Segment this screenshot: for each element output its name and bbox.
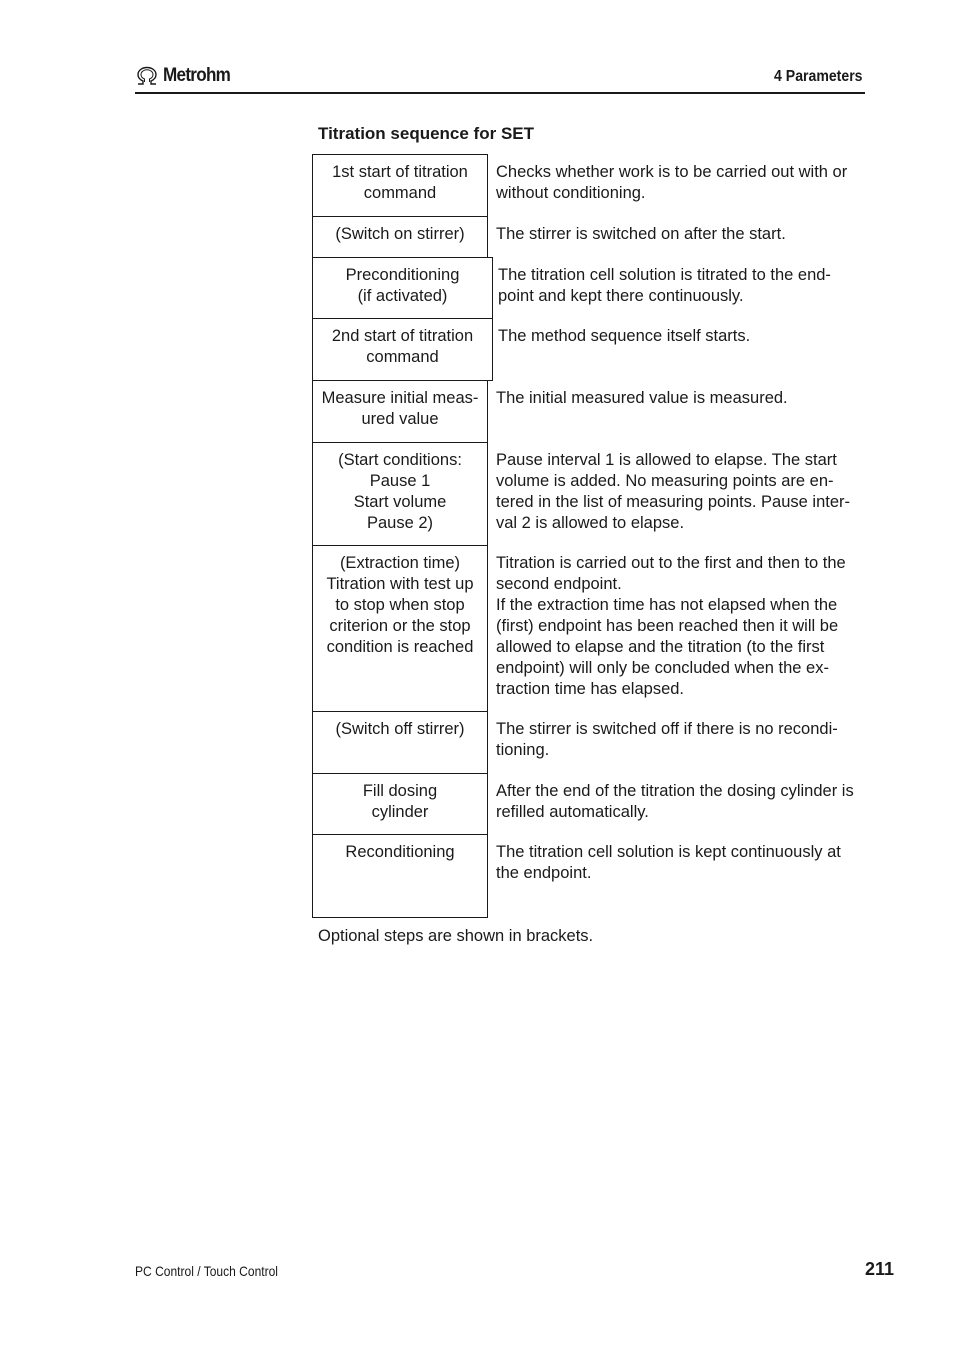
step-box-line: (Extraction time) [339, 554, 461, 572]
step-box-line: command [366, 348, 439, 366]
step-description-line: tioning. [496, 741, 550, 759]
step-box-line: (Switch off stirrer) [335, 720, 465, 738]
step-box-line: Pause 1 [369, 472, 431, 490]
step-box [312, 773, 488, 835]
step-box-line: (Start conditions: [338, 451, 462, 469]
omega-icon [135, 66, 159, 86]
step-description [496, 553, 876, 700]
step-description-line: val 2 is allowed to elapse. [496, 514, 685, 532]
step-box-line: (Switch on stirrer) [335, 225, 465, 243]
step-box-line: Fill dosing [362, 782, 438, 800]
step-box-line: 2nd start of titration [331, 327, 474, 345]
step-description-line: without conditioning. [496, 184, 646, 202]
step-box-line: ured value [361, 410, 439, 428]
step-description [496, 781, 876, 823]
step-box [312, 442, 488, 546]
step-description-line: The stirrer is switched off if there is no recondi- [496, 720, 838, 738]
step-description [498, 265, 878, 307]
step-box-line: condition is reached [326, 638, 474, 656]
step-box-line: Start volume [353, 493, 447, 511]
step-box-line: Measure initial meas- [321, 389, 479, 407]
step-box [312, 154, 488, 217]
step-box-line: (if activated) [357, 287, 448, 305]
step-description-line: second endpoint. [496, 575, 622, 593]
step-description-line: refilled automatically. [496, 803, 649, 821]
step-description-line: The titration cell solution is titrated to the end- [498, 266, 831, 284]
step-description [496, 224, 876, 245]
step-description [498, 326, 878, 347]
step-box [312, 711, 488, 774]
step-box-line: Titration with test up [326, 575, 474, 593]
section-title: 4 Parameters [774, 68, 863, 85]
step-description-line: traction time has elapsed. [496, 680, 685, 698]
step-box [312, 834, 488, 918]
step-box [312, 318, 493, 381]
step-box-line: Preconditioning [345, 266, 460, 284]
step-description-line: point and kept there continuously. [498, 287, 744, 305]
step-box-line: command [363, 184, 437, 202]
step-description-line: The titration cell solution is kept continuously at [496, 843, 841, 861]
step-description-line: The stirrer is switched on after the start. [496, 225, 786, 243]
brand-logo [135, 65, 238, 87]
step-description-line: tered in the list of measuring points. Pause inter- [496, 493, 851, 511]
step-description-line: After the end of the titration the dosing cylinder is [496, 782, 854, 800]
step-description [496, 450, 876, 534]
page-header [135, 62, 865, 94]
step-box-line: to stop when stop [335, 596, 465, 614]
page-number: 211 [864, 1259, 894, 1279]
step-description [496, 388, 876, 409]
step-box-line: Reconditioning [345, 843, 455, 861]
step-description-line: allowed to elapse and the titration (to the first [496, 638, 825, 656]
step-description [496, 842, 876, 884]
step-box [312, 257, 493, 319]
footer-product: PC Control / Touch Control [135, 1263, 278, 1279]
footnote: Optional steps are shown in brackets. [318, 927, 594, 945]
step-box-line: Pause 2) [366, 514, 434, 532]
step-box-line: cylinder [371, 803, 429, 821]
step-box [312, 216, 488, 258]
step-description-line: Titration is carried out to the first and then to the [496, 554, 846, 572]
step-description-line: Checks whether work is to be carried out with or [496, 163, 848, 181]
step-box-line: 1st start of titration [332, 163, 468, 181]
brand-name: Metrohm [163, 65, 231, 86]
step-description-line: (first) endpoint has been reached then it will be [496, 617, 839, 635]
step-description-line: Pause interval 1 is allowed to elapse. The start [496, 451, 837, 469]
step-box [312, 380, 488, 443]
step-description-line: If the extraction time has not elapsed when the [496, 596, 838, 614]
step-description [496, 162, 876, 204]
step-box-line: criterion or the stop [329, 617, 471, 635]
step-box [312, 545, 488, 712]
step-description-line: The method sequence itself starts. [498, 327, 751, 345]
step-description [496, 719, 876, 761]
step-description-line: The initial measured value is measured. [496, 389, 788, 407]
step-description-line: volume is added. No measuring points are en- [496, 472, 834, 490]
step-description-line: endpoint) will only be concluded when the ex- [496, 659, 829, 677]
step-description-line: the endpoint. [496, 864, 592, 882]
page-title: Titration sequence for SET [318, 124, 535, 143]
